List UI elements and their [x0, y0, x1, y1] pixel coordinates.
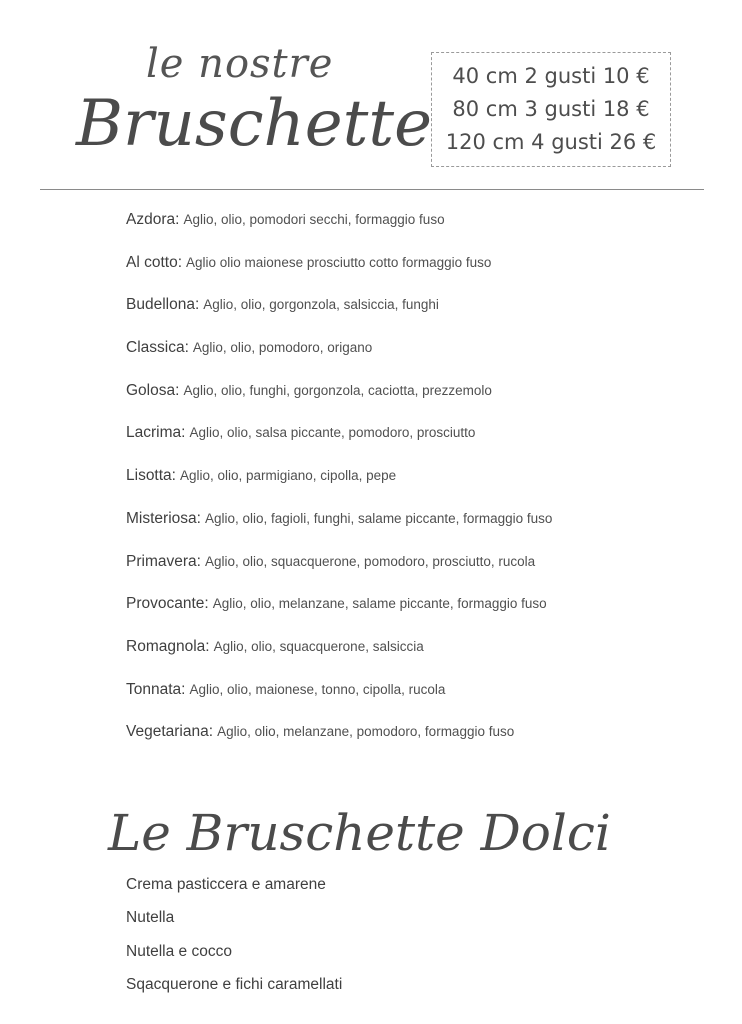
list-item: [126, 595, 726, 638]
bruschette-list: [126, 211, 726, 766]
list-item: [126, 254, 726, 297]
item-colon: :: [204, 595, 209, 613]
item-desc: Aglio, olio, squacquerone, pomodoro, prosciutto, rucola: [204, 553, 536, 569]
list-item: [126, 467, 726, 510]
list-item: [126, 723, 726, 766]
item-colon: :: [184, 339, 189, 357]
item-colon: :: [194, 296, 200, 314]
item-name: Lacrima: [126, 424, 182, 442]
item-colon: :: [181, 424, 186, 442]
title-le-nostre: le nostre: [146, 41, 334, 87]
list-item: Nutella: [126, 909, 175, 927]
item-colon: :: [175, 211, 180, 228]
item-name: Al cotto: [126, 253, 178, 271]
title-bruschette: Bruschette: [76, 87, 432, 161]
item-name: Golosa: [126, 381, 176, 399]
item-desc: Aglio, olio, gorgonzola, salsiccia, funghi: [203, 297, 439, 313]
list-item: [126, 638, 726, 681]
list-item: Sqacquerone e fichi caramellati: [126, 975, 343, 993]
item-desc: Aglio, olio, squacquerone, salsiccia: [213, 638, 424, 654]
item-name: Provocante: [126, 595, 205, 613]
item-desc: Aglio, olio, pomodoro, origano: [192, 340, 373, 356]
dolci-title: Le Bruschette Dolci: [108, 804, 611, 862]
item-name: Lisotta: [126, 467, 172, 485]
item-desc: Aglio, olio, melanzane, salame piccante, formaggio fuso: [212, 596, 547, 612]
item-colon: :: [196, 552, 201, 570]
price-line-80cm: 80 cm 3 gusti 18 €: [452, 97, 650, 121]
item-name: Classica: [126, 339, 185, 357]
list-item: [126, 681, 726, 724]
item-colon: :: [175, 381, 180, 399]
list-item: [126, 211, 726, 254]
item-name: Tonnata: [126, 680, 182, 698]
item-desc: Aglio olio maionese prosciutto cotto formaggio fuso: [186, 254, 492, 270]
item-colon: :: [205, 637, 210, 655]
item-colon: :: [208, 723, 214, 741]
item-name: Misteriosa: [126, 509, 197, 527]
item-desc: Aglio, olio, maionese, tonno, cipolla, rucola: [189, 681, 446, 697]
item-name: Romagnola: [126, 637, 206, 655]
item-desc: Aglio, olio, salsa piccante, pomodoro, prosciutto: [189, 425, 476, 441]
item-colon: :: [171, 467, 176, 485]
item-desc: Aglio, olio, pomodori secchi, formaggio fuso: [183, 212, 445, 227]
list-item: [126, 382, 726, 425]
item-colon: :: [177, 253, 183, 271]
price-line-120cm: 120 cm 4 gusti 26 €: [445, 130, 657, 154]
list-item: [126, 553, 726, 596]
item-desc: Aglio, olio, fagioli, funghi, salame piccante, formaggio fuso: [204, 510, 553, 526]
price-box: [431, 52, 671, 167]
item-desc: Aglio, olio, funghi, gorgonzola, caciotta, prezzemolo: [183, 382, 492, 398]
item-desc: Aglio, olio, parmigiano, cipolla, pepe: [179, 468, 397, 484]
item-name: Azdora: [126, 211, 176, 228]
item-name: Budellona: [126, 296, 195, 314]
item-desc: Aglio, olio, melanzane, pomodoro, formaggio fuso: [217, 724, 515, 740]
dolci-list: [126, 872, 626, 1005]
item-name: Primavera: [126, 552, 197, 570]
item-colon: :: [196, 509, 201, 527]
list-item: Nutella e cocco: [126, 942, 232, 960]
list-item: [126, 296, 726, 339]
list-item: Crema pasticcera e amarene: [126, 876, 326, 893]
list-item: [126, 339, 726, 382]
header-divider: [40, 189, 704, 190]
list-item: [126, 424, 726, 467]
item-colon: :: [181, 680, 186, 698]
price-line-40cm: 40 cm 2 gusti 10 €: [452, 64, 650, 88]
list-item: [126, 510, 726, 553]
item-name: Vegetariana: [126, 723, 209, 741]
